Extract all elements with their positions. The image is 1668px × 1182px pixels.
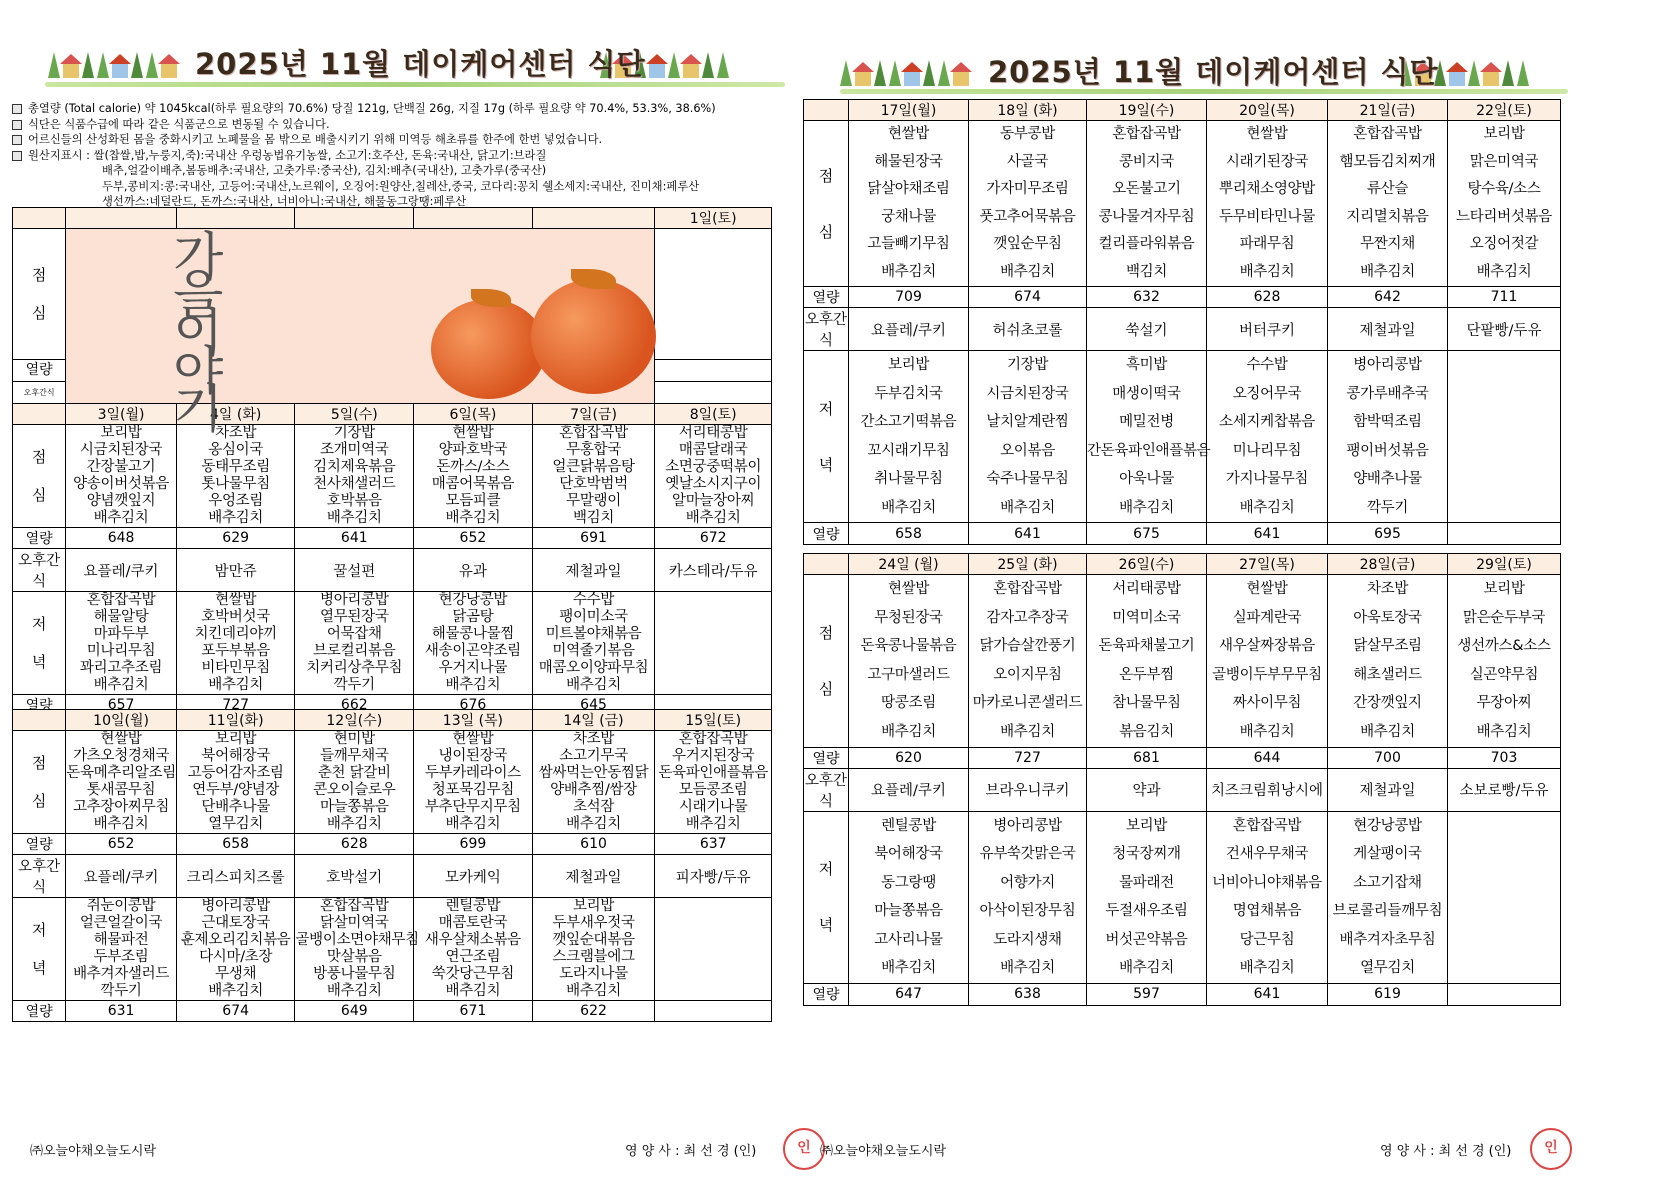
day-header: 10일(월) [66, 710, 177, 731]
menu-cell: 병아리콩밥 근대토장국 훈제오리김치볶음 다시마/초장 무생채 배추김치 [176, 898, 295, 1001]
origin-line: 배추,얼갈이배추,봄동배추:국내산, 고춧가루:중국산), 김치:배추(국내산), 고춧가루(중국산) [102, 164, 547, 177]
menu-table-week1 [12, 207, 772, 716]
row-label-calorie: 열량 [804, 747, 849, 768]
autumn-lunch-row [13, 229, 772, 360]
seal-stamp-icon: 인 [783, 1128, 825, 1170]
header-row-week1 [13, 404, 772, 425]
menu-table-week4 [803, 553, 1561, 1006]
note-origin: 원산지표시 : 쌀(찹쌀,밥,누룽지,죽):국내산 우렁농법유기농쌀, 소고기:호주산, 돈육:국내산, 닭고기:브라질 [28, 148, 547, 162]
row-label-lunch: 점 심 [13, 425, 66, 528]
dinner-row [13, 898, 772, 1001]
checkbox-icon [12, 104, 22, 114]
header-row-week3 [804, 100, 1561, 121]
menu-cell: 현쌀밥 해물된장국 닭살야채조림 궁채나물 고들빼기무침 배추김치 [849, 121, 969, 287]
note-change: 식단은 식품수급에 따라 같은 식품군으로 변동될 수 있습니다. [28, 117, 330, 131]
dinner-calorie-row: 열량 657 727 662 676 645 [13, 695, 772, 716]
menu-cell: 차조밥 소고기무국 쌈싸먹는안동찜닭 양배추찜/쌈장 초석잠 배추김치 [532, 731, 655, 834]
menu-cell: 렌틸콩밥 북어해장국 동그랑땡 마늘쫑볶음 고사리나물 배추김치 [849, 811, 969, 983]
menu-cell: 보리밥 청국장찌개 물파래전 두절새우조림 버섯곤약볶음 배추김치 [1087, 811, 1207, 983]
nutritionist-signature: 영 양 사 : 최 선 경 (인) [625, 1144, 757, 1159]
menu-cell: 혼합잡곡밥 무홍합국 얼큰닭볶음탕 단호박범벅 무말랭이 백김치 [532, 425, 655, 528]
day-header: 17일(월) [849, 100, 969, 121]
note-item [12, 117, 812, 133]
row-label-lunch: 점 심 [13, 229, 66, 360]
note-item [12, 101, 812, 117]
day-header: 14일 (금) [532, 710, 655, 731]
row-label-snack: 오후간식 [13, 549, 66, 592]
menu-cell: 기장밥 시금치된장국 날치알계란찜 오이볶음 숙주나물무침 배추김치 [969, 351, 1087, 523]
lunch-row [804, 121, 1561, 287]
menu-cell [1448, 351, 1561, 523]
checkbox-icon [12, 120, 22, 130]
row-label-calorie: 열량 [804, 287, 849, 308]
menu-cell: 수수밥 팽이미소국 미트볼야채볶음 미역줄기볶음 매콤오이양파무침 배추김치 [532, 592, 655, 695]
row-label-calorie: 열량 [804, 983, 849, 1005]
row-label-calorie: 열량 [13, 695, 66, 716]
calorie-row: 열량 709 674 632 628 642 711 [804, 287, 1561, 308]
company-name: ㈜오늘야채오늘도시락 [820, 1144, 947, 1159]
row-label-calorie: 열량 [804, 523, 849, 545]
day-header: 25일 (화) [969, 554, 1087, 575]
row-label-snack: 오후간식 [804, 768, 849, 811]
day-header: 11일(화) [176, 710, 295, 731]
snack-row: 오후간식 요플레/쿠키 밤만쥬 꿀설편 유과 제철과일 카스테라/두유 [13, 549, 772, 592]
menu-cell: 현쌀밥 가츠오청경채국 돈육메추리알조림 톳새콤무침 고추장아찌무침 배추김치 [66, 731, 176, 832]
persimmon-icon [431, 299, 546, 399]
menu-cell: 보리밥 두부김치국 간소고기떡볶음 꼬시래기무침 취나물무침 배추김치 [849, 351, 969, 523]
menu-cell [1448, 811, 1561, 983]
calorie-row: 열량 648 629 641 652 691 672 [13, 528, 772, 549]
snack-row: 오후간식 요플레/쿠키 크리스피치즈롤 호박설기 모카케익 제철과일 피자빵/두유 [13, 855, 772, 898]
menu-cell: 수수밥 오징어무국 소세지케찹볶음 미나리무침 가지나물무침 배추김치 [1207, 351, 1328, 523]
menu-notes [12, 101, 812, 210]
row-label-lunch: 점 심 [804, 575, 849, 748]
menu-cell: 보리밥 시금치된장국 간장불고기 양송이버섯볶음 양념깻잎지 배추김치 [66, 425, 177, 528]
menu-cell: 기장밥 조개미역국 김치제육볶음 천사채샐러드 호박볶음 배추김치 [295, 425, 414, 528]
menu-cell: 흑미밥 매생이떡국 메밀전병 간돈육파인애플볶음 아욱나물 배추김치 [1087, 351, 1207, 523]
menu-cell: 현강낭콩밥 닭곰탕 해물콩나물찜 새송이곤약조림 우거지나물 배추김치 [414, 592, 533, 695]
page-title: 2025년 11월 데이케어센터 식단 [195, 47, 646, 81]
day-header: 12일(수) [295, 710, 414, 731]
calorie-row: 열량 620 727 681 644 700 703 [804, 747, 1561, 768]
dinner-row [804, 351, 1561, 523]
pre-header-row [13, 208, 772, 229]
menu-cell: 동부콩밥 사골국 가자미무조림 풋고추어묵볶음 깻잎순무침 배추김치 [969, 121, 1087, 287]
header-row-week2 [13, 710, 772, 731]
day-header: 8일(토) [655, 404, 772, 425]
row-label-dinner: 저 녁 [804, 811, 849, 983]
origin-line: 두부,콩비지:콩:국내산, 고등어:국내산,노르웨이, 오징어:원양산,칠레산,중국, 코다리:꽁치 쉘소세지:국내산, 진미채:페루산 [102, 179, 700, 193]
row-label-calorie: 열량 [13, 359, 66, 381]
dinner-calorie-row: 열량 647 638 597 641 619 [804, 983, 1561, 1005]
lunch-row [13, 425, 772, 528]
menu-cell: 현쌀밥 시래기된장국 뿌리채소영양밥 두무비타민나물 파래무침 배추김치 [1207, 121, 1328, 287]
dinner-calorie-row: 열량 658 641 675 641 695 [804, 523, 1561, 545]
menu-cell: 보리밥 맑은미역국 탕수육/소스 느타리버섯볶음 오징어젓갈 배추김치 [1448, 121, 1561, 287]
menu-cell: 서리태콩밥 미역미소국 돈육파채불고기 온두부찜 참나물무침 볶음김치 [1087, 575, 1207, 748]
calorie-row: 열량 652 658 628 699 610 637 [13, 834, 772, 855]
dinner-row [13, 592, 772, 695]
seal-stamp-icon: 인 [1530, 1128, 1572, 1170]
day-header: 7일(금) [532, 404, 655, 425]
note-item [12, 148, 812, 164]
menu-cell: 렌틸콩밥 매콤토란국 새우살채소볶음 연근조림 쑥갓당근무침 배추김치 [414, 898, 533, 1001]
menu-cell: 병아리콩밥 유부쑥갓맑은국 어향가지 아삭이된장무침 도라지생채 배추김치 [969, 811, 1087, 983]
snack-row: 오후간식 요플레/쿠키 브라우니쿠키 약과 치즈크림휘낭시에 제철과일 소보로빵/두유 [804, 768, 1561, 811]
company-name: ㈜오늘야채오늘도시락 [30, 1144, 157, 1159]
day-header: 5일(수) [295, 404, 414, 425]
day-header: 13일 (목) [414, 710, 533, 731]
dinner-calorie-row: 열량 631 674 649 671 622 [13, 1001, 772, 1022]
lunch-row [804, 575, 1561, 748]
menu-cell: 현쌀밥 무청된장국 돈육콩나물볶음 고구마샐러드 땅콩조림 배추김치 [849, 575, 969, 748]
menu-cell: 혼합잡곡밥 건새우무채국 너비아니야채볶음 명엽채볶음 당근무침 배추김치 [1207, 811, 1328, 983]
day-header: 24일 (월) [849, 554, 969, 575]
day-header: 18일 (화) [969, 100, 1087, 121]
checkbox-icon [12, 151, 22, 161]
row-label-lunch: 점 심 [13, 731, 66, 834]
day-header: 20일(목) [1207, 100, 1328, 121]
day-header: 22일(토) [1448, 100, 1561, 121]
lunch-row [13, 731, 772, 834]
origin-line: 생선까스:네덜란드, 돈까스:국내산, 너비아니:국내산, 해물동그랑땡:페루산 [102, 195, 467, 208]
day-header: 29일(토) [1448, 554, 1561, 575]
menu-cell [655, 898, 772, 1001]
row-label-calorie: 열량 [13, 1001, 66, 1022]
right-menu-page [804, 0, 1668, 1182]
row-label-dinner: 저 녁 [804, 351, 849, 523]
menu-cell: 서리태콩밥 매콤달래국 소면궁중떡볶이 옛날소시지구이 알마늘장아찌 배추김치 [655, 425, 772, 528]
menu-cell: 현쌀밥 호박버섯국 치킨데리야끼 포두부볶음 비타민무침 배추김치 [176, 592, 295, 695]
menu-cell: 병아리콩밥 열무된장국 어묵잡채 브로컬리볶음 치커리상추무침 깍두기 [295, 592, 414, 695]
row-label-snack: 오후간식 [804, 308, 849, 351]
menu-cell: 보리밥 북어해장국 고등어감자조림 연두부/양념장 단배추나물 열무김치 [176, 731, 295, 834]
day-header: 27일(목) [1207, 554, 1328, 575]
menu-cell: 혼합잡곡밥 닭살미역국 골뱅이소면야채무침 맛살볶음 방풍나물무침 배추김치 [295, 898, 419, 999]
menu-cell: 차조밥 옹심이국 동태무조림 톳나물무침 우엉조림 배추김치 [176, 425, 295, 528]
menu-cell: 보리밥 두부새우젓국 깻잎순대볶음 스크램블에그 도라지나물 배추김치 [532, 898, 655, 1001]
row-label-calorie: 열량 [13, 834, 66, 855]
day-header: 28일(금) [1328, 554, 1448, 575]
row-label-snack: 오후간식 [13, 381, 66, 403]
autumn-title: 가을이야기 [173, 228, 224, 440]
menu-cell: 혼합잡곡밥 햄모듬김치찌개 류산슬 지리멸치볶음 무짠지채 배추김치 [1328, 121, 1448, 287]
page-title: 2025년 11월 데이케어센터 식단 [988, 55, 1439, 89]
menu-cell: 현쌀밥 양파호박국 돈까스/소스 매콤어묵볶음 모듬피클 배추김치 [414, 425, 533, 528]
day-header: 15일(토) [655, 710, 772, 731]
menu-cell [655, 592, 772, 695]
day-header: 1일(토) [655, 208, 772, 229]
dinner-row [804, 811, 1561, 983]
menu-cell: 현쌀밥 냉이된장국 두부카레라이스 청포묵김무침 부추단무지무침 배추김치 [414, 731, 533, 834]
row-label-dinner: 저 녁 [13, 898, 66, 1001]
day-header: 26일(수) [1087, 554, 1207, 575]
menu-cell: 혼합잡곡밥 콩비지국 오돈불고기 콩나물겨자무침 컬리플라워볶음 백김치 [1087, 121, 1207, 287]
village-decoration-left [840, 60, 969, 86]
menu-table-week2 [12, 709, 772, 1022]
note-seaweed: 어르신들의 산성화된 몸을 중화시키고 노폐물을 몸 밖으로 배출시키기 위해 미역등 해초류를 한주에 한번 넣었습니다. [28, 133, 603, 146]
day-header: 3일(월) [66, 404, 177, 425]
menu-cell: 쥐눈이콩밥 얼큰얼갈이국 해물파전 두부조림 배추겨자샐러드 깍두기 [66, 898, 177, 1001]
village-decoration-left [48, 52, 177, 78]
header-row-week4 [804, 554, 1561, 575]
persimmon-icon [531, 279, 656, 394]
menu-cell: 혼합잡곡밥 감자고추장국 닭가슴살깐풍기 오이지무침 마카로니콘샐러드 배추김치 [969, 575, 1087, 748]
menu-cell: 현강낭콩밥 게살팽이국 소고기잡채 브로콜리들깨무침 배추겨자초무침 열무김치 [1328, 811, 1448, 983]
menu-cell: 차조밥 아욱토장국 닭살무조림 해초샐러드 간장깻잎지 배추김치 [1328, 575, 1448, 748]
row-label-snack: 오후간식 [13, 855, 66, 898]
menu-cell: 혼합잡곡밥 우거지된장국 돈육파인애플볶음 모듬콩조림 시래기나물 배추김치 [655, 731, 772, 834]
nutritionist-signature: 영 양 사 : 최 선 경 (인) [1380, 1144, 1512, 1159]
menu-cell: 현쌀밥 실파계란국 새우살짜장볶음 골뱅이두부무무침 짜사이무침 배추김치 [1207, 575, 1328, 748]
day-header: 19일(수) [1087, 100, 1207, 121]
snack-row: 오후간식 요플레/쿠키 허쉬초코롤 쑥설기 버터쿠키 제철과일 단팥빵/두유 [804, 308, 1561, 351]
checkbox-icon [12, 135, 22, 145]
menu-table-week3 [803, 99, 1561, 545]
row-label-lunch: 점 심 [804, 121, 849, 287]
menu-cell: 현미밥 들깨무채국 춘천 닭갈비 콘오이슬로우 마늘쫑볶음 배추김치 [295, 731, 414, 834]
day-header: 21일(금) [1328, 100, 1448, 121]
note-item [12, 132, 812, 148]
menu-cell: 혼합잡곡밥 해물알탕 마파두부 미나리무침 꽈리고추조림 배추김치 [66, 592, 177, 695]
row-label-calorie: 열량 [13, 528, 66, 549]
menu-cell: 병아리콩밥 콩가루배추국 함박떡조림 팽이버섯볶음 양배추나물 깍두기 [1328, 351, 1448, 523]
note-calorie: 총열량 (Total calorie) 약 1045kcal(하루 필요량의 70.6%) 당질 121g, 단백질 26g, 지질 17g (하루 필요량 약 70.4%, 53.3%, 38.6%) [28, 102, 716, 115]
day-header: 6일(목) [414, 404, 533, 425]
day-header: 4일 (화) [176, 404, 295, 425]
row-label-dinner: 저 녁 [13, 592, 66, 695]
menu-cell: 보리밥 맑은순두부국 생선까스&소스 실곤약무침 무장아찌 배추김치 [1448, 575, 1561, 748]
